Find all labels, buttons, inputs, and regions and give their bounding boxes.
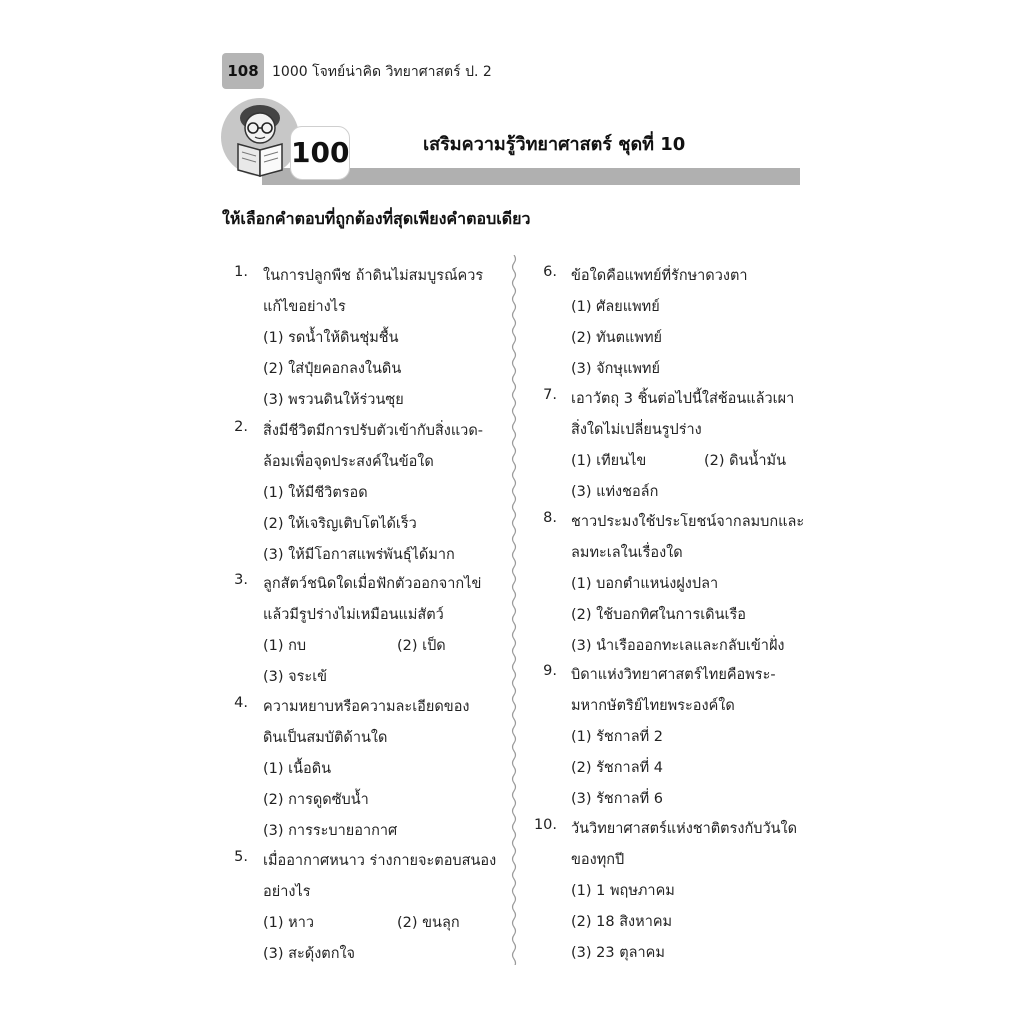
question-stem: อย่างไร [263, 884, 311, 900]
column-divider [510, 255, 518, 965]
answer-option: (3) จักษุแพทย์ [571, 361, 660, 377]
question-stem: ดินเป็นสมบัติด้านใด [263, 730, 388, 746]
question-stem: ข้อใดคือแพทย์ที่รักษาดวงตา [571, 268, 748, 284]
answer-option: (2) ขนลุก [397, 915, 460, 931]
answer-option: (1) เนื้อดิน [263, 761, 332, 777]
question-stem: เอาวัตถุ 3 ชิ้นต่อไปนี้ใส่ช้อนแล้วเผา [571, 391, 795, 407]
answer-option: (3) นำเรือออกทะเลและกลับเข้าฝั่ง [571, 638, 785, 654]
set-title: เสริมความรู้วิทยาศาสตร์ ชุดที่ 10 [423, 134, 686, 155]
question-stem: ในการปลูกพืช ถ้าดินไม่สมบูรณ์ควร [263, 268, 484, 284]
answer-option: (3) การระบายอากาศ [263, 823, 398, 839]
answer-option: (1) รัชกาลที่ 2 [571, 729, 663, 745]
question-number: 3. [234, 572, 248, 588]
answer-option: (2) ทันตแพทย์ [571, 330, 662, 346]
answer-option: (1) ศัลยแพทย์ [571, 299, 660, 315]
question-number: 6. [543, 264, 557, 280]
question-stem: ของทุกปี [571, 852, 625, 868]
question-number: 8. [543, 510, 557, 526]
instruction-text: ให้เลือกคำตอบที่ถูกต้องที่สุดเพียงคำตอบเดียว [222, 209, 531, 228]
question-number: 4. [234, 695, 248, 711]
answer-option: (3) สะดุ้งตกใจ [263, 946, 356, 962]
answer-option: (1) บอกตำแหน่งฝูงปลา [571, 576, 719, 592]
question-number: 9. [543, 663, 557, 679]
question-stem: สิ่งมีชีวิตมีการปรับตัวเข้ากับสิ่งแวด- [263, 423, 483, 439]
answer-option: (2) 18 สิงหาคม [571, 914, 673, 930]
answer-option: (3) ให้มีโอกาสแพร่พันธุ์ได้มาก [263, 547, 455, 563]
answer-option: (2) การดูดซับน้ำ [263, 792, 369, 808]
answer-option: (1) ให้มีชีวิตรอด [263, 485, 368, 501]
answer-option: (2) เป็ด [397, 638, 446, 654]
question-stem: ลูกสัตว์ชนิดใดเมื่อฟักตัวออกจากไข่ [263, 576, 482, 592]
question-number: 2. [234, 419, 248, 435]
answer-option: (1) หาว [263, 915, 314, 931]
set-number-badge: 100 [290, 126, 350, 180]
question-stem: ความหยาบหรือความละเอียดของ [263, 699, 470, 715]
question-stem: เมื่ออากาศหนาว ร่างกายจะตอบสนอง [263, 853, 497, 869]
question-number: 7. [543, 387, 557, 403]
question-stem: บิดาแห่งวิทยาศาสตร์ไทยคือพระ- [571, 667, 776, 683]
question-number: 1. [234, 264, 248, 280]
question-stem: สิ่งใดไม่เปลี่ยนรูปร่าง [571, 422, 702, 438]
answer-option: (1) กบ [263, 638, 307, 654]
question-stem: มหากษัตริย์ไทยพระองค์ใด [571, 698, 735, 714]
answer-option: (3) รัชกาลที่ 6 [571, 791, 663, 807]
question-stem: ลมทะเลในเรื่องใด [571, 545, 683, 561]
answer-option: (2) ให้เจริญเติบโตได้เร็ว [263, 516, 417, 532]
question-stem: แก้ไขอย่างไร [263, 299, 346, 315]
answer-option: (2) ใช้บอกทิศในการเดินเรือ [571, 607, 746, 623]
question-number: 10. [533, 817, 557, 833]
answer-option: (2) ดินน้ำมัน [704, 453, 787, 469]
running-title: 1000 โจทย์น่าคิด วิทยาศาสตร์ ป. 2 [272, 64, 492, 80]
answer-option: (1) 1 พฤษภาคม [571, 883, 675, 899]
answer-option: (3) พรวนดินให้ร่วนซุย [263, 392, 404, 408]
answer-option: (1) เทียนไข [571, 453, 647, 469]
question-number: 5. [234, 849, 248, 865]
answer-option: (3) แท่งชอล์ก [571, 484, 659, 500]
answer-option: (2) ใส่ปุ๋ยคอกลงในดิน [263, 361, 402, 377]
answer-option: (3) จระเข้ [263, 669, 328, 685]
question-stem: แล้วมีรูปร่างไม่เหมือนแม่สัตว์ [263, 607, 444, 623]
question-stem: ชาวประมงใช้ประโยชน์จากลมบกและ [571, 514, 805, 530]
answer-option: (3) 23 ตุลาคม [571, 945, 665, 961]
answer-option: (2) รัชกาลที่ 4 [571, 760, 663, 776]
question-stem: ล้อมเพื่อจุดประสงค์ในข้อใด [263, 454, 434, 470]
page-number: 108 [222, 53, 264, 89]
answer-option: (1) รดน้ำให้ดินชุ่มชื้น [263, 330, 399, 346]
question-stem: วันวิทยาศาสตร์แห่งชาติตรงกับวันใด [571, 821, 797, 837]
